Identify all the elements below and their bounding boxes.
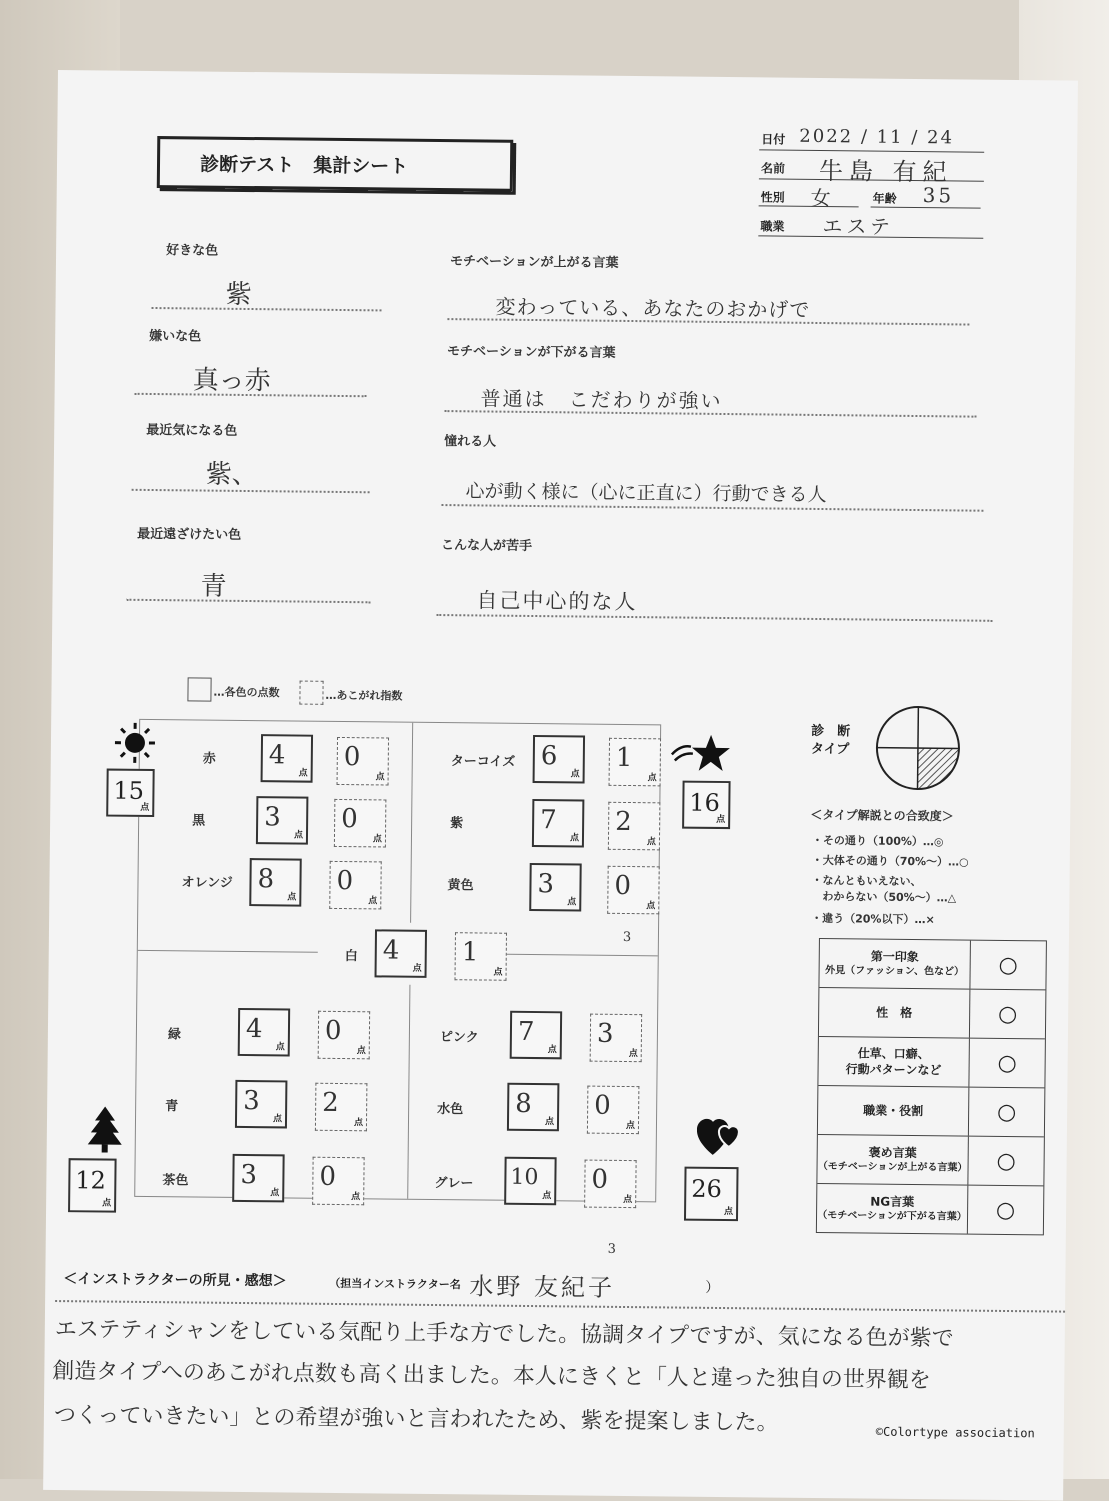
liked-color-value: 紫 (225, 274, 251, 311)
table-row (817, 1135, 1044, 1186)
age-value: 35 (923, 183, 955, 207)
score-row (429, 854, 670, 917)
table-row (819, 988, 1046, 1039)
point-unit: 点 (570, 830, 579, 843)
tree-icon (87, 1106, 124, 1158)
disliked-person-value: 自己中心的な人 (476, 584, 637, 616)
point-unit: 点 (287, 889, 296, 902)
row-label: 褒め言葉 (818, 1144, 968, 1162)
point-unit: 点 (273, 1111, 282, 1124)
score-value: 3 (243, 1086, 260, 1116)
sex-label: 性別 (761, 188, 785, 205)
liked-color-label: 好きな色 (166, 239, 218, 259)
score-box (235, 1080, 287, 1129)
color-label-turquoise: ターコイズ (451, 750, 516, 770)
instructor-name-label: （担当インストラクター名 (329, 1275, 461, 1292)
color-label-red: 赤 (203, 748, 216, 767)
recent-color-value: 紫、 (206, 454, 258, 492)
point-unit: 点 (647, 834, 656, 847)
point-unit: 点 (623, 1192, 632, 1205)
instructor-comment-line: つくっていきたい」との希望が強いと言われたため、紫を提案しました。 (54, 1398, 779, 1437)
akogare-value: 1 (462, 937, 479, 967)
score-value: 4 (246, 1014, 263, 1044)
point-unit: 点 (373, 831, 382, 844)
score-row (148, 1001, 409, 1064)
point-unit: 点 (648, 770, 657, 783)
score-row (424, 1148, 665, 1211)
score-value: 3 (240, 1160, 257, 1190)
table-row (819, 939, 1046, 990)
diagnosis-type-label-2: タイプ (811, 738, 850, 757)
point-unit: 点 (140, 800, 149, 813)
akogare-box (587, 1086, 639, 1135)
match-item: ・違う（20%以下）…× (811, 910, 935, 927)
point-unit: 点 (629, 1046, 638, 1059)
akogare-value: 0 (614, 871, 631, 901)
row-sublabel: （モチベーションが上がる言葉） (817, 1160, 967, 1175)
name-value: 牛島 有紀 (819, 151, 953, 187)
legend-dashed-text: …あこがれ指数 (325, 687, 402, 704)
disliked-person-field (440, 534, 991, 630)
table-row (818, 1037, 1045, 1088)
akogare-box (607, 866, 659, 915)
point-unit: 点 (716, 812, 725, 825)
disliked-person-label: こんな人が苦手 (441, 534, 532, 554)
point-unit: 点 (413, 961, 422, 974)
score-value: 7 (518, 1017, 535, 1047)
date-label: 日付 (761, 130, 785, 147)
score-box (238, 1008, 290, 1057)
score-box (533, 735, 585, 784)
score-value: 7 (540, 805, 557, 835)
heart-total: 26 (691, 1175, 722, 1203)
point-unit: 点 (494, 965, 503, 978)
row-sublabel: 外見（ファッション、色など） (820, 964, 970, 979)
color-label-brown: 茶色 (162, 1169, 188, 1188)
sex-value: 女 (811, 182, 831, 211)
legend-solid-text: …各色の点数 (213, 684, 279, 701)
score-box (232, 1154, 284, 1203)
liked-color-line (152, 307, 382, 311)
point-unit: 点 (351, 1189, 360, 1202)
legend-dashed-box (299, 681, 323, 705)
motivation-down-label: モチベーションが下がる言葉 (447, 340, 616, 361)
note-right: 3 (623, 930, 631, 945)
star-icon (669, 732, 733, 779)
point-unit: 点 (368, 893, 377, 906)
age-row (871, 183, 981, 209)
instructor-name-close: ） (705, 1277, 719, 1297)
akogare-value: 0 (591, 1165, 608, 1195)
point-unit: 点 (571, 766, 580, 779)
match-mark: ○ (968, 1137, 1043, 1186)
job-label: 職業 (760, 217, 784, 234)
score-row (430, 730, 671, 793)
star-total: 16 (689, 789, 720, 817)
akogare-box (334, 799, 386, 848)
color-label-blue: 青 (165, 1095, 178, 1114)
block-bottom-left (146, 1001, 408, 1204)
color-label-white: 白 (345, 945, 358, 964)
disliked-color-label: 嫌いな色 (149, 325, 201, 345)
akogare-box (337, 737, 389, 786)
score-box (507, 1083, 559, 1132)
point-unit: 点 (542, 1188, 551, 1201)
akogare-value: 2 (322, 1088, 339, 1118)
akogare-box (454, 932, 506, 981)
point-unit: 点 (626, 1118, 635, 1131)
point-unit: 点 (548, 1042, 557, 1055)
color-label-orange: オレンジ (181, 871, 233, 891)
title-box (157, 136, 514, 192)
copyright: ©Colortype association (876, 1425, 1035, 1441)
akogare-value: 2 (615, 807, 632, 837)
table-cell-label (818, 1086, 969, 1136)
score-box (529, 863, 581, 912)
match-mark: ○ (968, 1186, 1043, 1235)
point-unit: 点 (376, 769, 385, 782)
table-cell-label (817, 1184, 968, 1234)
color-label-pink: ピンク (440, 1026, 479, 1045)
color-label-light-blue: 水色 (437, 1098, 463, 1117)
match-mark: ○ (970, 990, 1045, 1039)
job-value: エステ (822, 210, 894, 240)
tree-total-box (68, 1158, 117, 1212)
table-cell-label (819, 988, 970, 1038)
color-label-purple: 紫 (450, 812, 463, 831)
akogare-value: 1 (616, 743, 633, 773)
akogare-box (609, 738, 661, 787)
row-label: 性 格 (819, 1004, 969, 1022)
admired-person-field (443, 430, 984, 516)
row-label: 職業・役割 (818, 1102, 968, 1120)
date-row (759, 127, 984, 152)
akogare-value: 3 (597, 1019, 614, 1049)
table-cell-label (817, 1135, 968, 1185)
point-unit: 点 (276, 1039, 285, 1052)
match-item: ・その通り（100%）…◎ (812, 832, 944, 849)
akogare-value: 0 (319, 1162, 336, 1192)
recent-color-field (146, 419, 377, 496)
akogare-box (584, 1160, 636, 1209)
disliked-color-value: 真っ赤 (193, 359, 271, 397)
name-row (759, 152, 984, 181)
point-unit: 点 (294, 828, 303, 841)
point-unit: 点 (646, 898, 655, 911)
akogare-box (315, 1083, 367, 1132)
match-item: ・なんともいえない、 (811, 872, 921, 889)
row-sublabel: 行動パターンなど (818, 1061, 968, 1079)
akogare-value: 0 (594, 1091, 611, 1121)
motivation-up-value: 変わっている、あなたのおかげで (495, 291, 810, 323)
score-row (430, 792, 671, 855)
score-box (256, 796, 308, 845)
disliked-person-line (436, 614, 992, 622)
color-label-black: 黒 (192, 809, 205, 828)
point-unit: 点 (354, 1115, 363, 1128)
match-mark: ○ (969, 1039, 1044, 1088)
score-value: 8 (515, 1089, 532, 1119)
score-value: 4 (383, 935, 400, 965)
score-row (150, 789, 411, 852)
row-label: 第一印象 (820, 948, 970, 966)
akogare-value: 0 (325, 1016, 342, 1046)
avoid-color-field (136, 523, 373, 605)
akogare-value: 0 (341, 804, 358, 834)
akogare-box (318, 1011, 370, 1060)
star-total-box (682, 781, 731, 830)
admired-person-value: 心が動く様に（心に正直に）行動できる人 (465, 476, 826, 507)
job-row (758, 209, 983, 238)
block-center-white (320, 925, 531, 987)
table-cell-label (818, 1037, 969, 1087)
score-sheet-paper (43, 70, 1078, 1501)
sun-total: 15 (113, 777, 144, 805)
instructor-name-value: 水野 友紀子 (469, 1266, 615, 1303)
color-label-gray: グレー (434, 1172, 473, 1191)
match-mark: ○ (970, 941, 1045, 990)
point-unit: 点 (357, 1043, 366, 1056)
motivation-down-field (446, 340, 977, 421)
note-bottom: 3 (608, 1242, 616, 1257)
akogare-value: 0 (336, 866, 353, 896)
diagnosis-table (816, 938, 1047, 1235)
grid-divider-h-left (138, 950, 318, 953)
recent-color-label: 最近気になる色 (146, 419, 237, 439)
score-box (249, 858, 301, 907)
block-top-left (149, 727, 411, 930)
name-label: 名前 (761, 159, 785, 176)
avoid-color-line (126, 599, 370, 604)
score-row (147, 1073, 408, 1136)
score-row (150, 727, 411, 790)
header-info (759, 127, 987, 129)
score-value: 3 (537, 869, 554, 899)
row-label: NG言葉 (817, 1193, 967, 1211)
akogare-box (329, 861, 381, 910)
block-top-right (429, 730, 671, 933)
point-unit: 点 (545, 1114, 554, 1127)
score-value: 8 (257, 864, 274, 894)
age-label: 年齢 (873, 190, 897, 207)
block-bottom-right (424, 1004, 666, 1207)
heart-icon (697, 1117, 744, 1165)
legend-solid-box (187, 677, 211, 701)
score-box (504, 1157, 556, 1206)
tree-total: 12 (75, 1166, 106, 1194)
akogare-box (608, 802, 660, 851)
score-box (532, 799, 584, 848)
akogare-box (312, 1157, 364, 1206)
score-row (426, 1004, 667, 1067)
score-box (510, 1011, 562, 1060)
match-item: わからない（50%〜）…△ (811, 888, 956, 906)
page-title: 診断テスト 集計シート (200, 149, 409, 178)
instructor-heading: ＜インストラクターの所見・感想＞ (63, 1268, 287, 1290)
liked-color-field (165, 239, 396, 316)
score-box (261, 734, 313, 783)
sun-total-box (106, 769, 155, 818)
match-title: ＜タイプ解説との合致度＞ (810, 806, 954, 825)
motivation-down-value: 普通は こだわりが強い (480, 382, 722, 414)
score-value: 3 (264, 802, 281, 832)
score-box (375, 929, 427, 978)
point-unit: 点 (299, 766, 308, 779)
akogare-value: 0 (344, 742, 361, 772)
point-unit: 点 (724, 1204, 733, 1217)
match-item: ・大体その通り（70%〜）…○ (812, 852, 969, 870)
color-label-yellow: 黄色 (447, 874, 473, 893)
motivation-up-label: モチベーションが上がる言葉 (450, 250, 619, 271)
score-value: 4 (269, 740, 286, 770)
table-cell-label (819, 939, 970, 989)
avoid-color-value: 青 (200, 566, 226, 603)
row-label: 仕草、口癖、 (819, 1045, 969, 1063)
color-label-green: 緑 (168, 1023, 181, 1042)
point-unit: 点 (567, 894, 576, 907)
score-row (146, 1145, 407, 1208)
diagnosis-type-label-1: 診 断 (811, 720, 850, 739)
table-row (817, 1184, 1043, 1234)
sun-icon (113, 721, 158, 771)
sex-row (759, 181, 859, 207)
heart-total-box (684, 1167, 739, 1222)
motivation-up-field (449, 250, 970, 330)
instructor-comment-line: エステティシャンをしている気配り上手な方でした。協調タイプですが、気になる色が紫で (55, 1312, 954, 1352)
score-row (149, 851, 410, 914)
score-value: 6 (541, 741, 558, 771)
date-value: 2022 / 11 / 24 (799, 126, 954, 149)
score-row (425, 1076, 666, 1139)
table-row (818, 1086, 1045, 1137)
instructor-comment-line: 創造タイプへのあこがれ点数も高く出ました。本人にきくと「人と違った独自の世界観を (52, 1354, 931, 1394)
disliked-color-field (149, 325, 380, 402)
point-unit: 点 (270, 1185, 279, 1198)
score-value: 10 (510, 1165, 538, 1190)
row-sublabel: （モチベーションが下がる言葉） (817, 1209, 967, 1224)
avoid-color-label: 最近遠ざけたい色 (137, 523, 241, 543)
diagnosis-type-circle (874, 705, 961, 796)
akogare-box (590, 1014, 642, 1063)
match-mark: ○ (969, 1088, 1044, 1137)
admired-person-label: 憧れる人 (444, 430, 496, 450)
point-unit: 点 (102, 1196, 111, 1209)
recent-color-line (132, 489, 370, 493)
